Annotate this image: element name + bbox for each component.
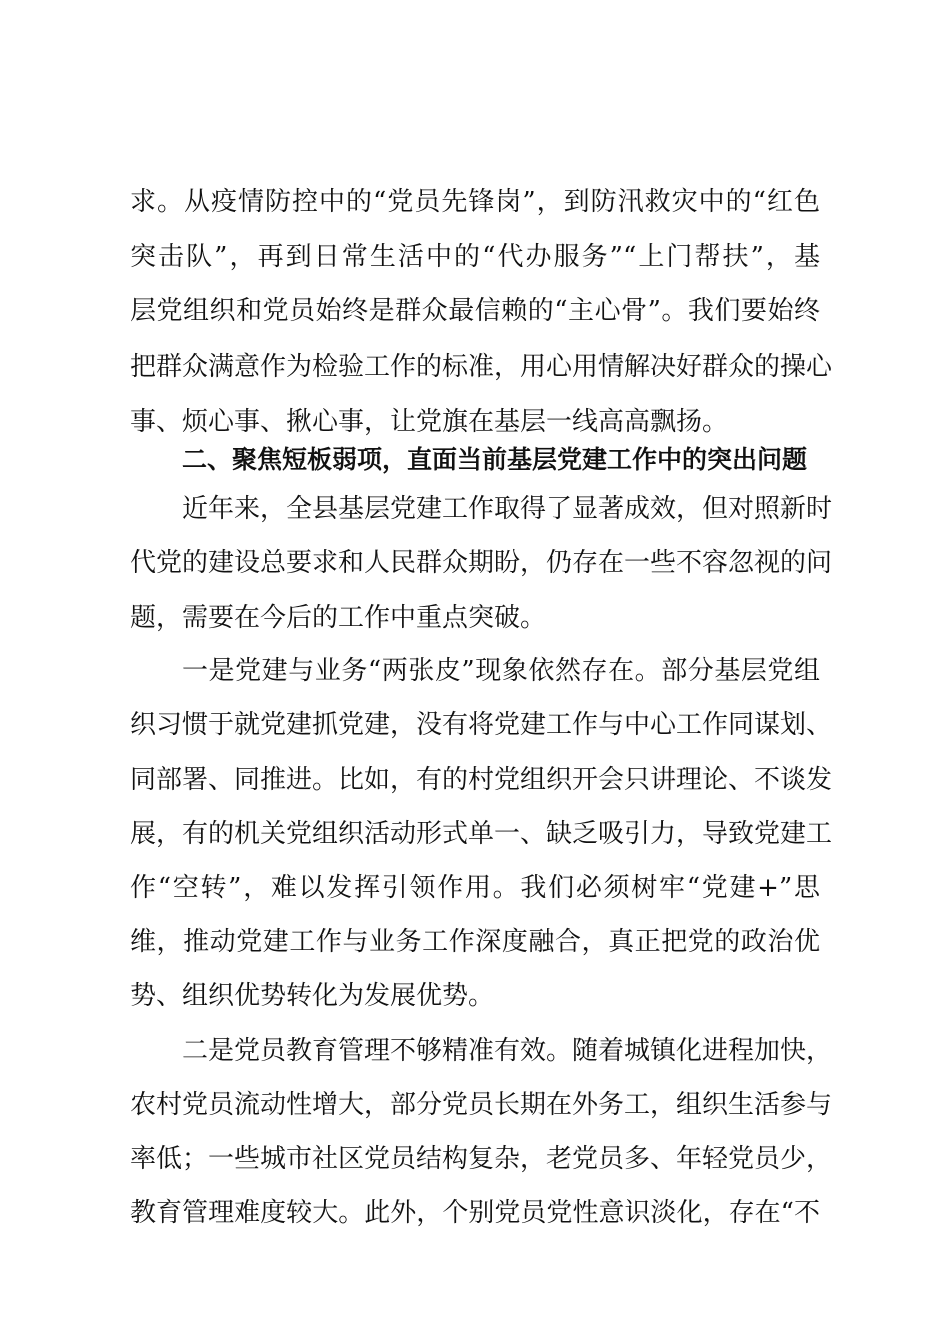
paragraph-line: 维，推动党建工作与业务工作深度融合，真正把党的政治优 xyxy=(130,927,820,957)
section-heading: 二、聚焦短板弱项，直面当前基层党建工作中的突出问题 xyxy=(182,445,808,474)
paragraph-line: 织习惯于就党建抓党建，没有将党建工作与中心工作同谋划、 xyxy=(130,710,833,740)
paragraph-line: 农村党员流动性增大，部分党员长期在外务工，组织生活参与 xyxy=(130,1090,833,1120)
paragraph-line: 教育管理难度较大。此外，个别党员党性意识淡化，存在“不 xyxy=(130,1198,820,1228)
paragraph-line: 突击队”，再到日常生活中的“代办服务”“上门帮扶”，基 xyxy=(130,242,820,272)
paragraph-line: 势、组织优势转化为发展优势。 xyxy=(130,981,495,1011)
paragraph-line: 代党的建设总要求和人民群众期盼，仍存在一些不容忽视的问 xyxy=(130,548,833,578)
paragraph-line: 率低；一些城市社区党员结构复杂，老党员多、年轻党员少， xyxy=(130,1144,833,1174)
paragraph-line: 把群众满意作为检验工作的标准，用心用情解决好群众的操心 xyxy=(130,352,833,382)
paragraph-line: 作“空转”，难以发挥引领作用。我们必须树牢“党建+”思 xyxy=(130,873,820,903)
paragraph-line: 一是党建与业务“两张皮”现象依然存在。部分基层党组 xyxy=(182,656,820,686)
paragraph-line: 求。从疫情防控中的“党员先锋岗”，到防汛救灾中的“红色 xyxy=(130,187,820,217)
paragraph-line: 层党组织和党员始终是群众最信赖的“主心骨”。我们要始终 xyxy=(130,296,820,326)
paragraph-line: 同部署、同推进。比如，有的村党组织开会只讲理论、不谈发 xyxy=(130,765,833,795)
paragraph-line: 事、烦心事、揪心事，让党旗在基层一线高高飘扬。 xyxy=(130,407,729,437)
paragraph-line: 题，需要在今后的工作中重点突破。 xyxy=(130,603,547,633)
paragraph-line: 二是党员教育管理不够精准有效。随着城镇化进程加快， xyxy=(182,1036,833,1066)
paragraph-line: 近年来，全县基层党建工作取得了显著成效，但对照新时 xyxy=(182,494,833,524)
paragraph-line: 展，有的机关党组织活动形式单一、缺乏吸引力，导致党建工 xyxy=(130,819,833,849)
